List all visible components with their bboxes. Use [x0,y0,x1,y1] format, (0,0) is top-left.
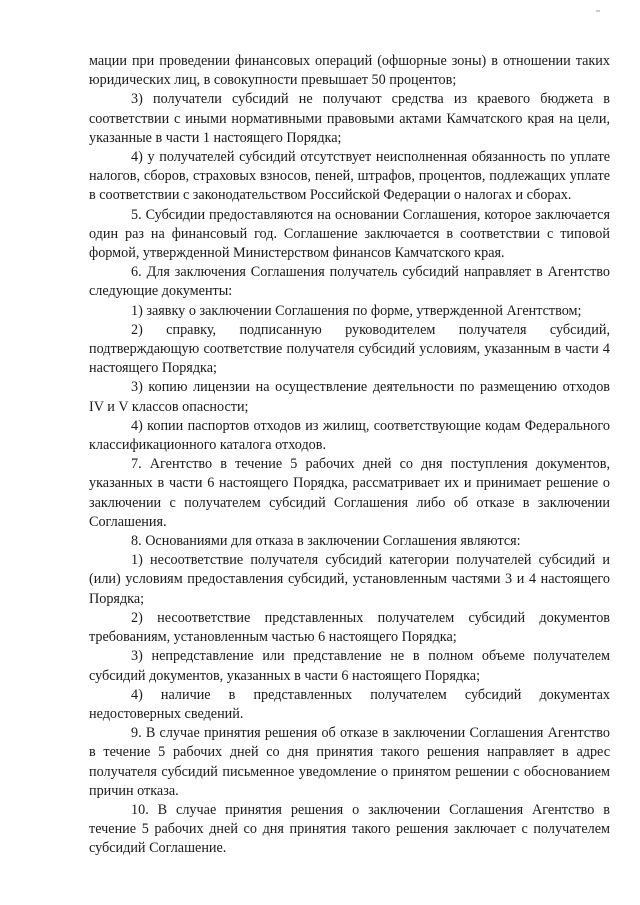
paragraph-continuation: мации при проведении финансовых операций (офшорные зоны) в отношении таких юридических лиц, в совокупности превышает 50 процентов; [89,53,610,89]
scan-mark [596,10,600,12]
paragraph-5-agreement: 5. Субсидии предоставляются на основании Соглашения, которое заключается один раз на финансовый год. Соглашение заключается в соответствии с типовой формой, утвержденной Министерством финансов Камчатского края. [89,206,610,262]
paragraph-8-refusal-grounds: 8. Основаниями для отказа в заключении Соглашения являются: [131,533,521,550]
paragraph-6-item-2-certificate: 2) справку, подписанную руководителем получателя субсидий, подтверждающую соответствие получателя субсидий условиям, указанным в части 4 настоящего Порядка; [89,321,610,377]
paragraph-item-3-no-regional-funds: 3) получатели субсидий не получают средства из краевого бюджета в соответствии с иными нормативными правовыми актами Камчатского края на цели, указанные в части 1 настоящего Порядка; [89,91,610,146]
paragraph-6-documents: 6. Для заключения Соглашения получатель субсидий направляет в Агентство следующие документы: [89,264,610,300]
paragraph-8-item-3: 3) непредставление или представление не в полном объеме получателем субсидий документов, указанных в части 6 настоящего Порядка; [89,648,610,684]
paragraph-8-item-2: 2) несоответствие представленных получателем субсидий документов требованиям, установленным частью 6 настоящего Порядка; [89,609,610,646]
paragraph-10-conclusion: 10. В случае принятия решения о заключении Соглашения Агентство в течение 5 рабочих дней со дня принятия такого решения заключает с получателем субсидий Соглашение. [89,801,610,857]
paragraph-8-item-1: 1) несоответствие получателя субсидий категории получателей субсидий и (или) условиям предоставления субсидий, установленным частями 3 и 4 настоящего Порядка; [89,552,610,607]
paragraph-6-item-3-license: 3) копию лицензии на осуществление деятельности по размещению отходов IV и V классов опасности; [89,379,610,415]
document-body [89,52,610,859]
paragraph-7-review: 7. Агентство в течение 5 рабочих дней со дня поступления документов, указанных в части 6 настоящего Порядка, рассматривает их и принимает решение о заключении с получателем субсидий Соглашения либо об отказе в заключении Соглашения. [89,456,610,530]
paragraph-9-refusal-notice: 9. В случае принятия решения об отказе в заключении Соглашения Агентство в течение 5 рабочих дней со дня принятия такого решения направляет в адрес получателя субсидий письменное уведомление о принятом решении с обоснованием причин отказа. [89,725,610,799]
paragraph-item-4-no-tax-debts: 4) у получателей субсидий отсутствует неисполненная обязанность по уплате налогов, сборов, страховых взносов, пеней, штрафов, процентов, подлежащих уплате в соответствии с законодательством Российской Федерации о налогах и сборах. [89,149,610,204]
paragraph-6-item-1-application: 1) заявку о заключении Соглашения по форме, утвержденной Агентством; [131,302,582,319]
paragraph-6-item-4-passports: 4) копии паспортов отходов из жилищ, соответствующие кодам Федерального классификационного каталога отходов. [89,417,610,454]
paragraph-8-item-4: 4) наличие в представленных получателем субсидий документах недостоверных сведений. [89,686,610,722]
